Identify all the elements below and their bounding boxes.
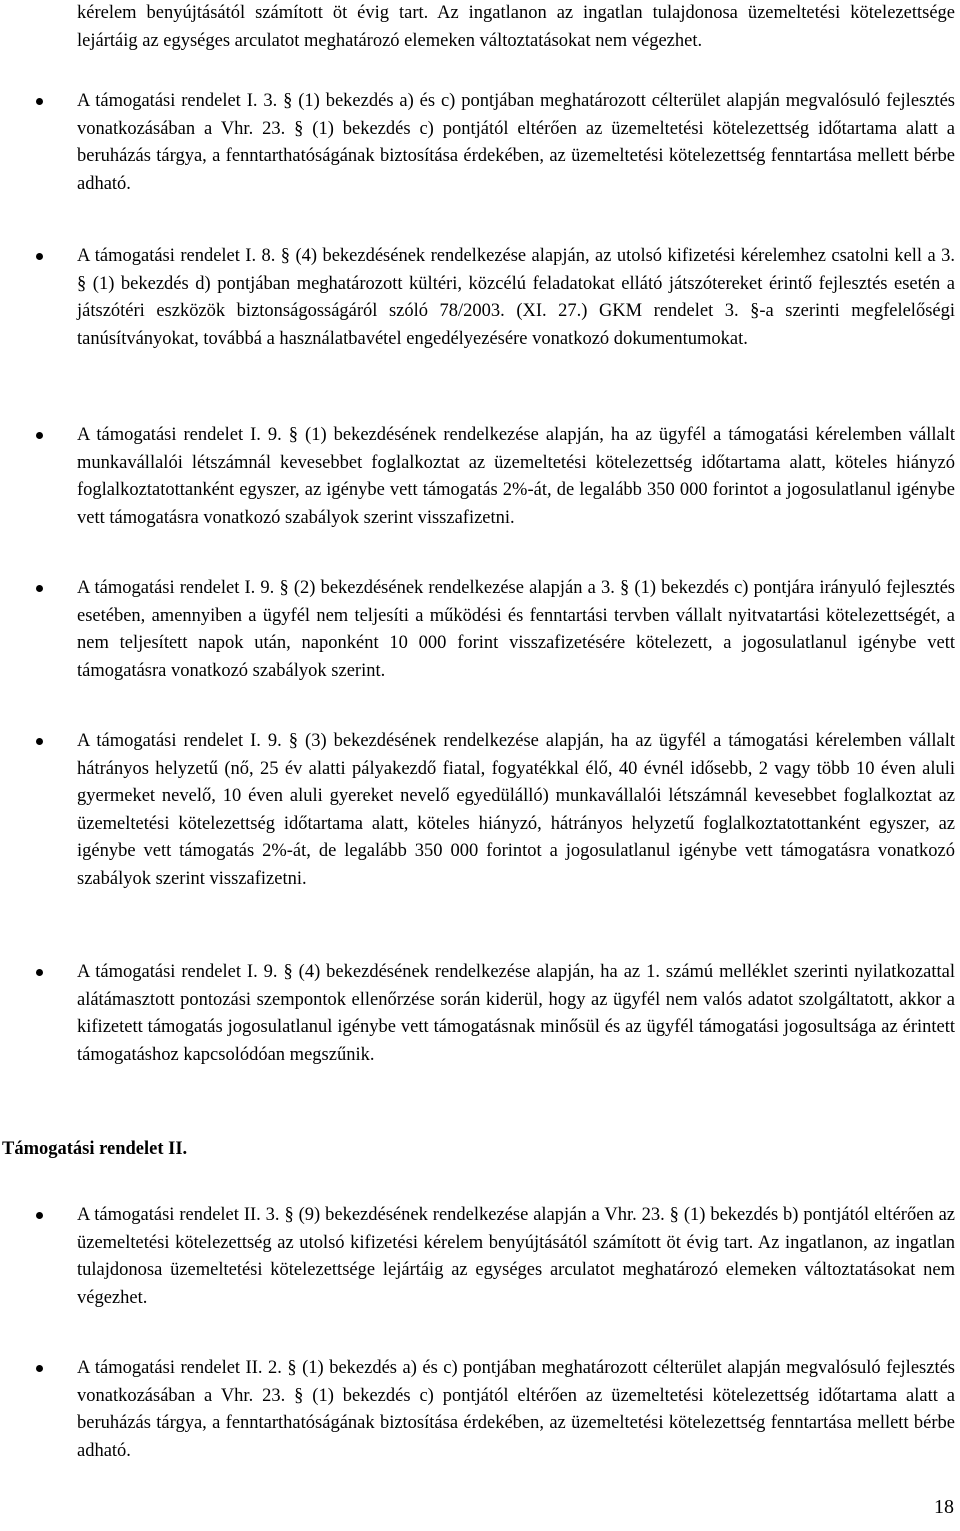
bullet-icon [36, 98, 43, 105]
paragraph-continuation [0, 0, 960, 55]
paragraph-text: kérelem benyújtásától számított öt évig tart. Az ingatlanon az ingatlan tulajdonosa üzemeltetési kötelezettsége lejártáig az egységes arculatot meghatározó elemeken változtatásokat nem végezhet. [77, 3, 955, 51]
list-item [0, 959, 960, 1069]
list-item [0, 88, 960, 198]
list-item [0, 728, 960, 893]
bullet-icon [36, 1365, 43, 1372]
list-item [0, 1202, 960, 1312]
bullet-icon [36, 738, 43, 745]
list-item-text: A támogatási rendelet II. 2. § (1) bekezdés a) és c) pontjában meghatározott célterület alapján megvalósuló fejlesztés vonatkozásában a Vhr. 23. § (1) bekezdés c) pontjától eltérően az üzemeltetési kötelezettség időtartama alatt a beruházás tárgya, a fenntarthatóságának biztosítása érdekében, az üzemeltetési kötelezettség fenntartása mellett bérbe adható. [77, 1358, 955, 1461]
bullet-icon [36, 1212, 43, 1219]
list-item [0, 1355, 960, 1465]
list-item-text: A támogatási rendelet I. 9. § (3) bekezdésének rendelkezése alapján, ha az ügyfél a támogatási kérelemben vállalt hátrányos helyzetű (nő, 25 év alatti pályakezdő fiatal, fogyatékkal élő, 40 évnél idősebb, 2 vagy több 10 éven aluli gyermeket nevelő, 10 éven aluli gyereket nevelő egyedülálló) munkavállalói létszámnál kevesebbet foglalkoztat az üzemeltetési kötelezettség időtartama alatt, köteles hiányzó, hátrányos helyzetű foglalkoztatottanként egyszer, az igénybe vett támogatás 2%-át, de legalább 350 000 forintot a jogosulatlanul igénybe vett támogatásra vonatkozó szabályok szerint visszafizetni. [77, 731, 955, 889]
list-item [0, 422, 960, 532]
bullet-icon [36, 253, 43, 260]
list-item-text: A támogatási rendelet I. 9. § (2) bekezdésének rendelkezése alapján a 3. § (1) bekezdés c) pontjára irányuló fejlesztés esetében, amennyiben a ügyfél nem teljesíti a működési és fenntartási tervben vállalt nyitvatartási kötelezettségét, a nem teljesített napok után, naponként 10 000 forint visszafizetésére kötelezett, a jogosulatlanul igénybe vett támogatásra vonatkozó szabályok szerint. [77, 578, 955, 681]
list-item-text: A támogatási rendelet I. 9. § (1) bekezdésének rendelkezése alapján, ha az ügyfél a támogatási kérelemben vállalt munkavállalói létszámnál kevesebbet foglalkoztat az üzemeltetési kötelezettség időtartama alatt, köteles hiányzó foglalkoztatottanként egyszer, az igénybe vett támogatás 2%-át, de legalább 350 000 forintot a jogosulatlanul igénybe vett támogatásra vonatkozó szabályok szerint visszafizetni. [77, 425, 955, 528]
bullet-icon [36, 969, 43, 976]
list-item-text: A támogatási rendelet I. 9. § (4) bekezdésének rendelkezése alapján, ha az 1. számú melléklet szerinti nyilatkozattal alátámasztott pontozási szempontok ellenőrzése során kiderül, hogy az ügyfél nem valós adatot szolgáltatott, akkor a kifizetett támogatás jogosulatlanul igénybe vett támogatásnak minősül és az ügyfél támogatási jogosultsága az érintett támogatáshoz kapcsolódóan megszűnik. [77, 962, 955, 1065]
page-number: 18 [934, 1496, 954, 1518]
list-item [0, 243, 960, 353]
list-item-text: A támogatási rendelet II. 3. § (9) bekezdésének rendelkezése alapján a Vhr. 23. § (1) bekezdés b) pontjától eltérően az üzemeltetési kötelezettség az utolsó kifizetési kérelem benyújtásától számított öt évig tart. Az ingatlanon, az ingatlan tulajdonosa üzemeltetési kötelezettsége lejártáig az egységes arculatot meghatározó elemeken változtatásokat nem végezhet. [77, 1205, 955, 1308]
section-heading: Támogatási rendelet II. [2, 1139, 188, 1159]
bullet-icon [36, 585, 43, 592]
list-item [0, 575, 960, 685]
list-item-text: A támogatási rendelet I. 8. § (4) bekezdésének rendelkezése alapján, az utolsó kifizetési kérelemhez csatolni kell a 3. § (1) bekezdés d) pontjában meghatározott kültéri, közcélú feladatokat ellátó játszótereket érintő fejlesztés esetén a játszótéri eszközök biztonságosságáról szóló 78/2003. (XI. 27.) GKM rendelet 3. §-a szerinti megfelelőségi tanúsítványokat, továbbá a használatbavétel engedélyezésére vonatkozó dokumentumokat. [77, 246, 955, 349]
bullet-icon [36, 432, 43, 439]
list-item-text: A támogatási rendelet I. 3. § (1) bekezdés a) és c) pontjában meghatározott célterület alapján megvalósuló fejlesztés vonatkozásában a Vhr. 23. § (1) bekezdés c) pontjától eltérően az üzemeltetési kötelezettség időtartama alatt a beruházás tárgya, a fenntarthatóságának biztosítása érdekében, az üzemeltetési kötelezettség fenntartása mellett bérbe adható. [77, 91, 955, 194]
